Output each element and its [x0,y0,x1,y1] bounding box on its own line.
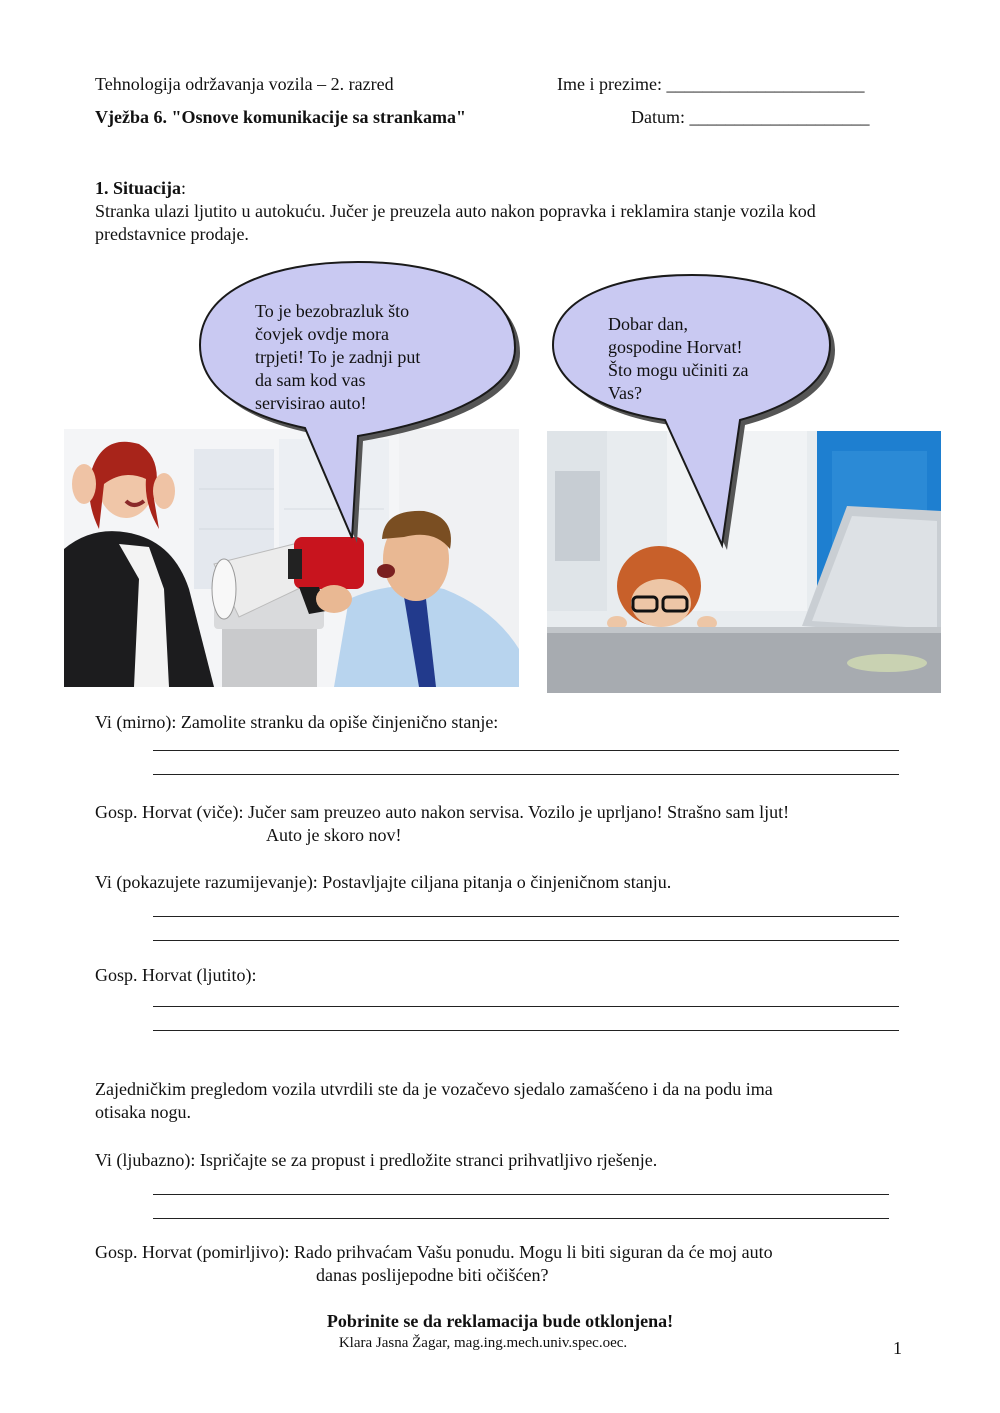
answer-field-1a[interactable] [153,730,899,751]
prompt-understanding: Vi (pokazujete razumijevanje): Postavljajte ciljana pitanja o činjeničnom stanju. [95,872,672,892]
inspection-paragraph-line-2: otisaka nogu. [95,1102,191,1122]
answer-field-2a[interactable] [153,896,899,917]
prompt-calm-ask: Vi (mirno): Zamolite stranku da opiše činjenično stanje: [95,712,499,732]
right-bubble-line-2: gospodine Horvat! [608,337,743,357]
horvat-conciliatory-line-2: danas poslijepodne biti očišćen? [316,1265,549,1285]
right-bubble-line-4: Vas? [608,383,642,403]
speech-bubbles-layer [0,0,1000,560]
left-bubble-line-3: trpjeti! To je zadnji put [255,347,421,367]
answer-field-4a[interactable] [153,1174,889,1195]
name-field-label[interactable]: Ime i prezime: ______________________ [557,74,865,94]
closing-statement: Pobrinite se da reklamacija bude otklonjena! [326,1311,674,1331]
situation-line-2: predstavnice prodaje. [95,224,249,244]
situation-heading-text: 1. Situacija [95,178,182,198]
horvat-shouts-line-1: Gosp. Horvat (viče): Jučer sam preuzeo auto nakon servisa. Vozilo je uprljano! Strašno sam ljut! [95,802,790,822]
left-bubble-line-1: To je bezobrazluk što [255,301,410,321]
horvat-shouts-line-2: Auto je skoro nov! [266,825,402,845]
date-field-label[interactable]: Datum: ____________________ [631,107,870,127]
author-credit: Klara Jasna Žagar, mag.ing.mech.univ.spec.oec. [338,1335,628,1351]
subject-label: Tehnologija održavanja vozila – 2. razred [95,74,394,94]
exercise-title: Vježba 6. "Osnove komunikacije sa strankama" [95,107,466,127]
left-bubble-line-5: servisirao auto! [255,393,367,413]
answer-field-2b[interactable] [153,920,899,941]
answer-field-1b[interactable] [153,754,899,775]
horvat-angry-label: Gosp. Horvat (ljutito): [95,965,257,985]
horvat-conciliatory-line-1: Gosp. Horvat (pomirljivo): Rado prihvaćam Vašu ponudu. Mogu li biti siguran da će moj auto [95,1242,773,1262]
answer-field-3a[interactable] [153,986,899,1007]
right-bubble-line-1: Dobar dan, [608,314,688,334]
situation-heading-colon: : [181,178,187,198]
page-number: 1 [893,1338,902,1358]
right-speech-bubble [553,275,830,545]
situation-line-1: Stranka ulazi ljutito u autokuću. Jučer je preuzela auto nakon popravka i reklamira stanje vozila kod [95,201,816,221]
inspection-paragraph-line-1: Zajedničkim pregledom vozila utvrdili ste da je vozačevo sjedalo zamašćeno i da na podu ima [95,1079,773,1099]
left-bubble-line-2: čovjek ovdje mora [255,324,389,344]
left-bubble-line-4: da sam kod vas [255,370,366,390]
answer-field-4b[interactable] [153,1198,889,1219]
answer-field-3b[interactable] [153,1010,899,1031]
prompt-apologize: Vi (ljubazno): Ispričajte se za propust i predložite stranci prihvatljivo rješenje. [95,1150,658,1170]
right-bubble-line-3: Što mogu učiniti za [608,360,749,380]
